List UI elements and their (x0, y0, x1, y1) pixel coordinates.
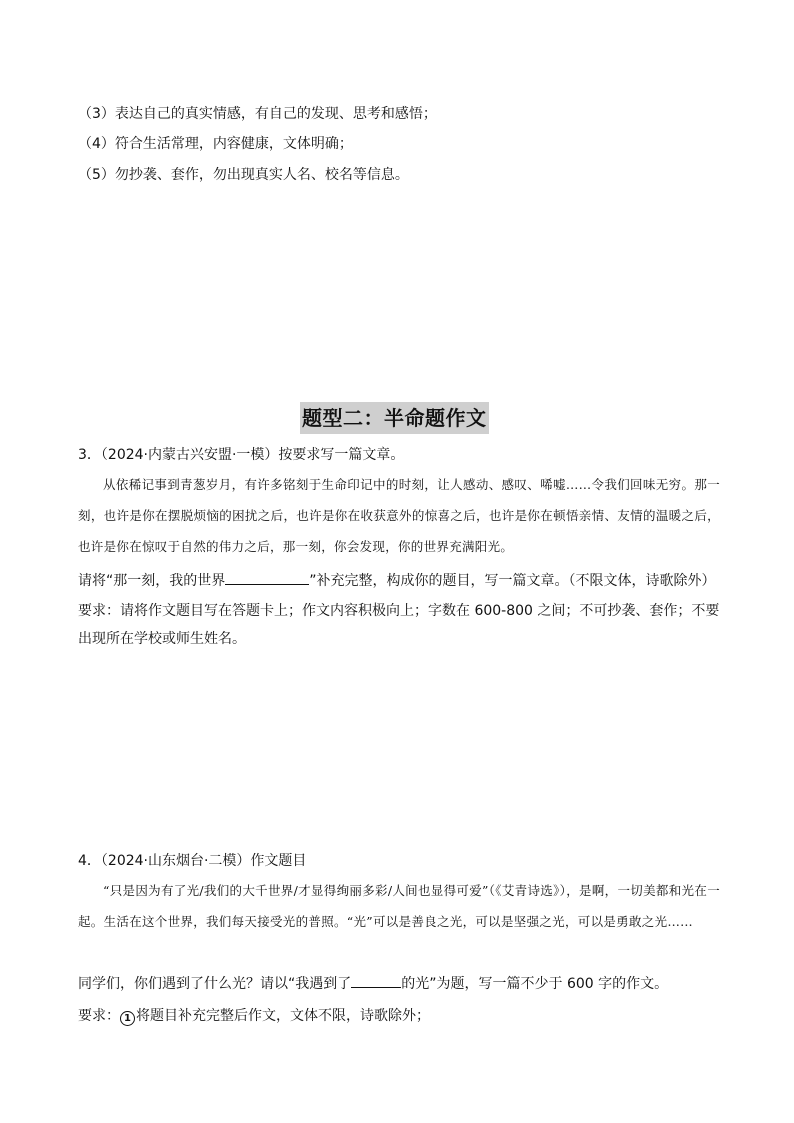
requirement-item: （3）表达自己的真实情感，有自己的发现、思考和感悟； (78, 106, 437, 122)
question-material: 从依稀记事到青葱岁月，有许多铭刻于生命印记中的时刻，让人感动、感叹、唏嘘……令我们回味无穷。那一刻，也许是你在摆脱烦恼的困扰之后，也许是你在收获意外的惊喜之后，也许是你在顿悟亲情、友情的温暖之后，也许是你在惊叹于自然的伟力之后，那一刻，你会发现，你的世界充满阳光。 (78, 477, 720, 554)
instruction-text: 同学们，你们遇到了什么光？请以“我遇到了 (78, 976, 352, 992)
instruction-text: 请将“那一刻，我的世界 (78, 573, 226, 589)
question-instruction (78, 970, 720, 998)
fill-blank (225, 570, 309, 585)
question-header: 3．（2024·内蒙古兴安盟·一模）按要求写一篇文章。 (78, 447, 405, 463)
instruction-text: ”补充完整，构成你的题目，写一篇文章。（不限文体，诗歌除外） (309, 573, 716, 589)
question-header: 4．（2024·山东烟台·二模）作文题目 (78, 853, 307, 869)
requirement-text: 将题目补充完整后作文，文体不限，诗歌除外； (136, 1008, 430, 1024)
instruction-text: 的光”为题，写一篇不少于 600 字的作文。 (401, 976, 669, 992)
question-material: “只是因为有了光/我们的大千世界/才显得绚丽多彩/人间也显得可爱”（《艾青诗选》），是啊，一切美都和光在一起。生活在这个世界，我们每天接受光的普照。“光”可以是善良之光，可以是坚强之光，可以是勇敢之光…… (78, 883, 720, 929)
fill-blank (351, 973, 401, 988)
requirement-item: （4）符合生活常理，内容健康，文体明确； (78, 136, 353, 152)
requirement-label: 要求： (78, 1008, 120, 1024)
requirement-item: （5）勿抄袭、套作，勿出现真实人名、校名等信息。 (78, 167, 409, 183)
circled-number: 1 (120, 1011, 135, 1026)
section-title: 题型二：半命题作文 (300, 402, 489, 434)
question-instruction (78, 567, 720, 595)
question-requirement: 要求：请将作文题目写在答题卡上；作文内容积极向上；字数在 600-800 之间；不可抄袭、套作；不要出现所在学校或师生姓名。 (78, 603, 720, 647)
question-requirement (78, 1002, 720, 1030)
